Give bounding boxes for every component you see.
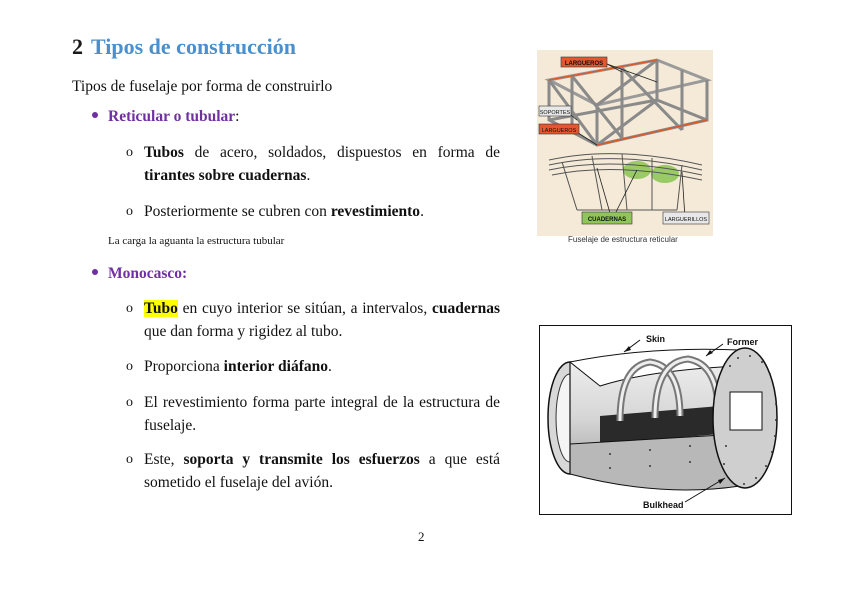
list-item-esfuerzos <box>126 448 500 494</box>
note-text: La carga la aguanta la estructura tubular <box>108 235 285 247</box>
bold-text: Tubos <box>144 144 184 161</box>
bold-text: cuadernas <box>431 300 500 317</box>
circle-bullet-icon: o <box>126 301 133 316</box>
figure-caption: Fuselaje de estructura reticular <box>568 235 678 244</box>
plain-text: Este, <box>144 451 184 468</box>
circle-bullet-icon: o <box>126 395 133 410</box>
plain-text: en cuyo interior se sitúan, a intervalos, <box>177 300 432 317</box>
list-item-revestimiento-integral <box>126 391 500 437</box>
plain-text: . <box>327 358 332 375</box>
highlighted-bold-text: Tubo <box>144 300 178 317</box>
bullet-reticular <box>92 108 239 126</box>
plain-text: Proporciona <box>144 358 224 375</box>
list-item-tubo <box>126 297 500 343</box>
bold-text: tirantes sobre cuadernas <box>144 167 307 184</box>
page-number: 2 <box>418 529 425 544</box>
plain-text: a que está sometido el fuselaje del avión. <box>144 451 501 491</box>
bullet-dot-icon <box>92 112 98 118</box>
list-item-text <box>144 200 500 223</box>
label-soportes: SOPORTES <box>539 110 571 116</box>
bold-text: soporta y transmite los esfuerzos <box>183 451 420 468</box>
plain-text: Posteriormente se cubren con <box>144 203 331 220</box>
bullet-colon: : <box>235 108 240 125</box>
list-item-diafano <box>126 355 500 378</box>
label-largueros-top: LARGUEROS <box>564 61 604 67</box>
bullet-colon: : <box>182 265 188 282</box>
list-item-revestimiento <box>126 200 500 223</box>
circle-bullet-icon: o <box>126 452 133 467</box>
label-bulkhead: Bulkhead <box>643 500 684 510</box>
section-number: 2 <box>72 34 83 59</box>
section-title: Tipos de construcción <box>91 34 296 59</box>
bullet-monocasco <box>92 265 187 283</box>
circle-bullet-icon: o <box>126 359 133 374</box>
bold-text: interior diáfano <box>223 358 328 375</box>
list-item-text <box>144 391 500 437</box>
plain-text: . <box>306 167 311 184</box>
bullet-label: Reticular o tubular <box>108 108 236 125</box>
list-item-text <box>144 448 500 494</box>
plain-text: de acero, soldados, dispuestos en forma de <box>183 144 500 161</box>
lower-structure <box>549 154 702 210</box>
bullet-dot-icon <box>92 269 98 275</box>
plain-text: El revestimiento forma parte integral de la estructura de fuselaje. <box>144 394 500 434</box>
plain-text: que dan forma y rigidez al tubo. <box>144 323 343 340</box>
list-item-text <box>144 355 500 378</box>
truss-diagram <box>537 50 713 236</box>
monocoque-figure <box>539 325 792 515</box>
label-skin: Skin <box>646 334 666 344</box>
label-cuadernas: CUADERNAS <box>587 217 627 223</box>
list-item-tubos <box>126 141 500 187</box>
label-largueros-left: LARGUEROS <box>541 128 577 134</box>
section-heading <box>72 34 296 60</box>
intro-text: Tipos de fuselaje por forma de construirlo <box>72 78 333 95</box>
monocoque-diagram <box>540 326 790 513</box>
reticular-fuselage-figure <box>537 50 713 236</box>
list-item-text <box>144 141 500 187</box>
bullet-label: Monocasco <box>108 265 183 282</box>
bold-text: revestimiento <box>330 203 421 220</box>
circle-bullet-icon: o <box>126 145 133 160</box>
plain-text: . <box>420 203 424 220</box>
circle-bullet-icon: o <box>126 204 133 219</box>
label-former: Former <box>727 337 759 347</box>
fuselage-tube <box>548 348 777 490</box>
label-larguerillos: LARGUERILLOS <box>664 217 708 223</box>
list-item-text <box>144 297 500 343</box>
